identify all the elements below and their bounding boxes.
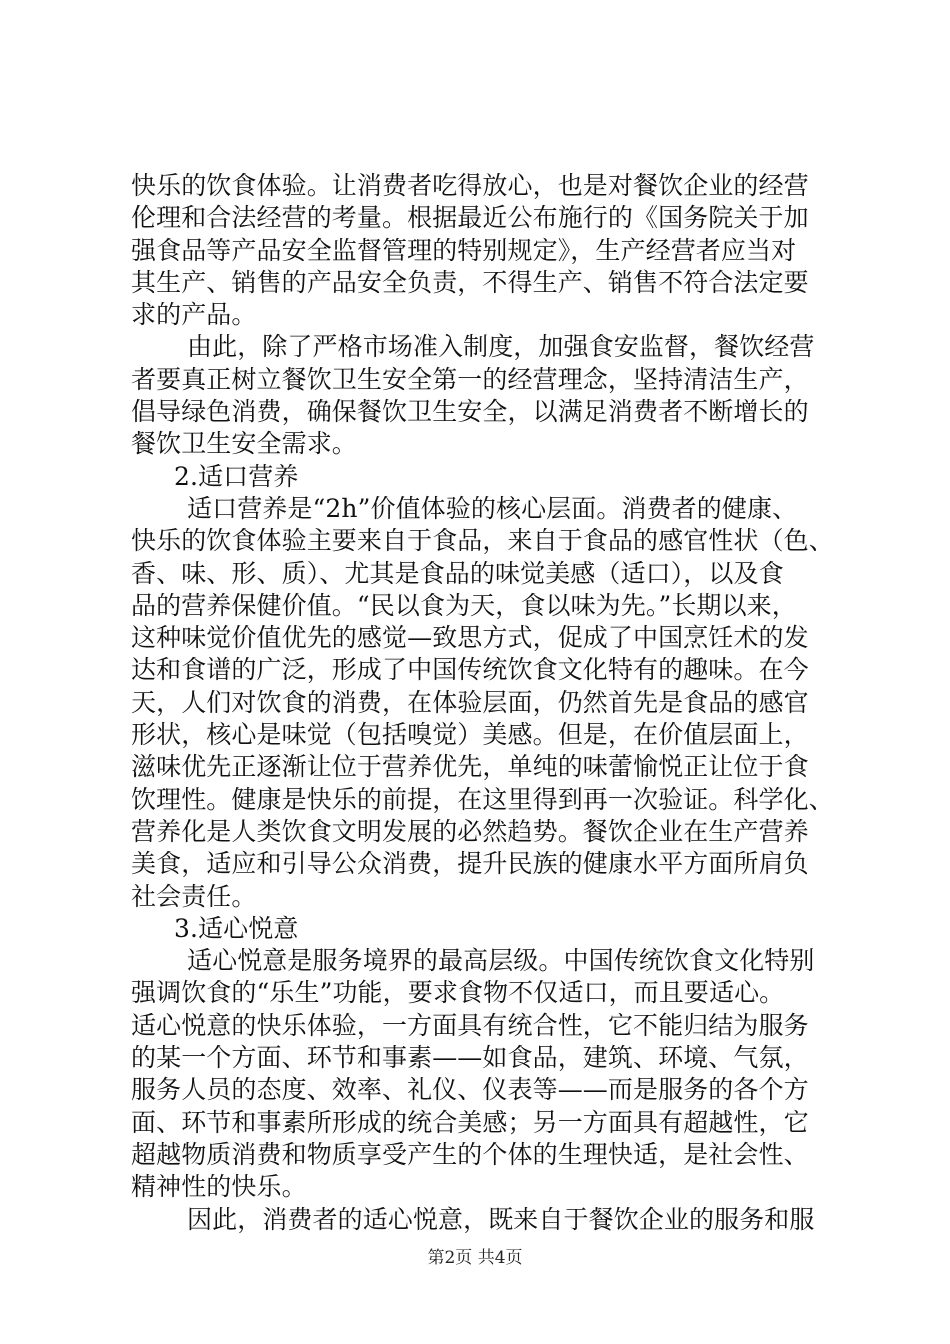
text-line: 适心悦意的快乐体验，一方面具有统合性，它不能归结为服务 [131,1010,809,1040]
text-line: 美食，适应和引导公众消费，提升民族的健康水平方面所肩负 [131,849,809,879]
text-line: 因此，消费者的适心悦意，既来自于餐饮企业的服务和服 [187,1204,815,1234]
text-line: 饮理性。健康是快乐的前提，在这里得到再一次验证。科学化、 [131,784,834,814]
text-line: 超越物质消费和物质享受产生的个体的生理快适，是社会性、 [131,1139,809,1169]
text-line: 品的营养保健价值。“民以食为天，食以味为先。”长期以来， [131,590,797,620]
text-line: 营养化是人类饮食文明发展的必然趋势。餐饮企业在生产营养 [131,816,809,846]
text-line: 香、味、形、质）、尤其是食品的味觉美感（适口），以及食 [131,558,784,588]
text-line: 社会责任。 [131,881,257,911]
document-body [131,170,834,1236]
section-heading: 2.适口营养 [174,461,299,491]
text-line: 达和食谱的广泛，形成了中国传统饮食文化特有的趣味。在今 [131,655,809,685]
text-line: 的某一个方面、环节和事素——如食品，建筑、环境、气氛， [131,1043,809,1073]
text-line: 强食品等产品安全监督管理的特别规定》，生产经营者应当对 [131,235,797,265]
text-line: 其生产、销售的产品安全负责，不得生产、销售不符合法定要 [131,267,809,297]
text-line: 面、环节和事素所形成的统合美感；另一方面具有超越性，它 [131,1107,809,1137]
text-line: 精神性的快乐。 [131,1172,307,1202]
text-line: 形状，核心是味觉（包括嗅觉）美感。但是，在价值层面上， [131,720,809,750]
text-line: 由此，除了严格市场准入制度，加强食安监督，餐饮经营 [187,332,815,362]
text-line: 强调饮食的“乐生”功能，要求食物不仅适口，而且要适心。 [131,978,785,1008]
text-line: 天，人们对饮食的消费，在体验层面，仍然首先是食品的感官 [131,687,809,717]
text-line: 伦理和合法经营的考量。根据最近公布施行的《国务院关于加 [131,203,809,233]
text-line: 餐饮卫生安全需求。 [131,429,357,459]
text-line: 适口营养是“2h”价值体验的核心层面。消费者的健康、 [187,493,798,523]
text-line: 倡导绿色消费，确保餐饮卫生安全，以满足消费者不断增长的 [131,397,809,427]
text-line: 快乐的饮食体验主要来自于食品，来自于食品的感官性状（色、 [131,526,834,556]
page-footer: 第2页 共4页 [427,1248,523,1268]
text-line: 适心悦意是服务境界的最高层级。中国传统饮食文化特别 [187,946,815,976]
text-line: 滋味优先正逐渐让位于营养优先，单纯的味蕾愉悦正让位于食 [131,752,809,782]
section-heading: 3.适心悦意 [174,913,299,943]
text-line: 快乐的饮食体验。让消费者吃得放心，也是对餐饮企业的经营 [131,171,809,200]
text-line: 者要真正树立餐饮卫生安全第一的经营理念，坚持清洁生产， [131,364,809,394]
text-line: 这种味觉价值优先的感觉—致思方式，促成了中国烹饪术的发 [131,623,809,653]
text-line: 求的产品。 [131,300,257,330]
text-line: 服务人员的态度、效率、礼仪、仪表等——而是服务的各个方 [131,1075,809,1105]
